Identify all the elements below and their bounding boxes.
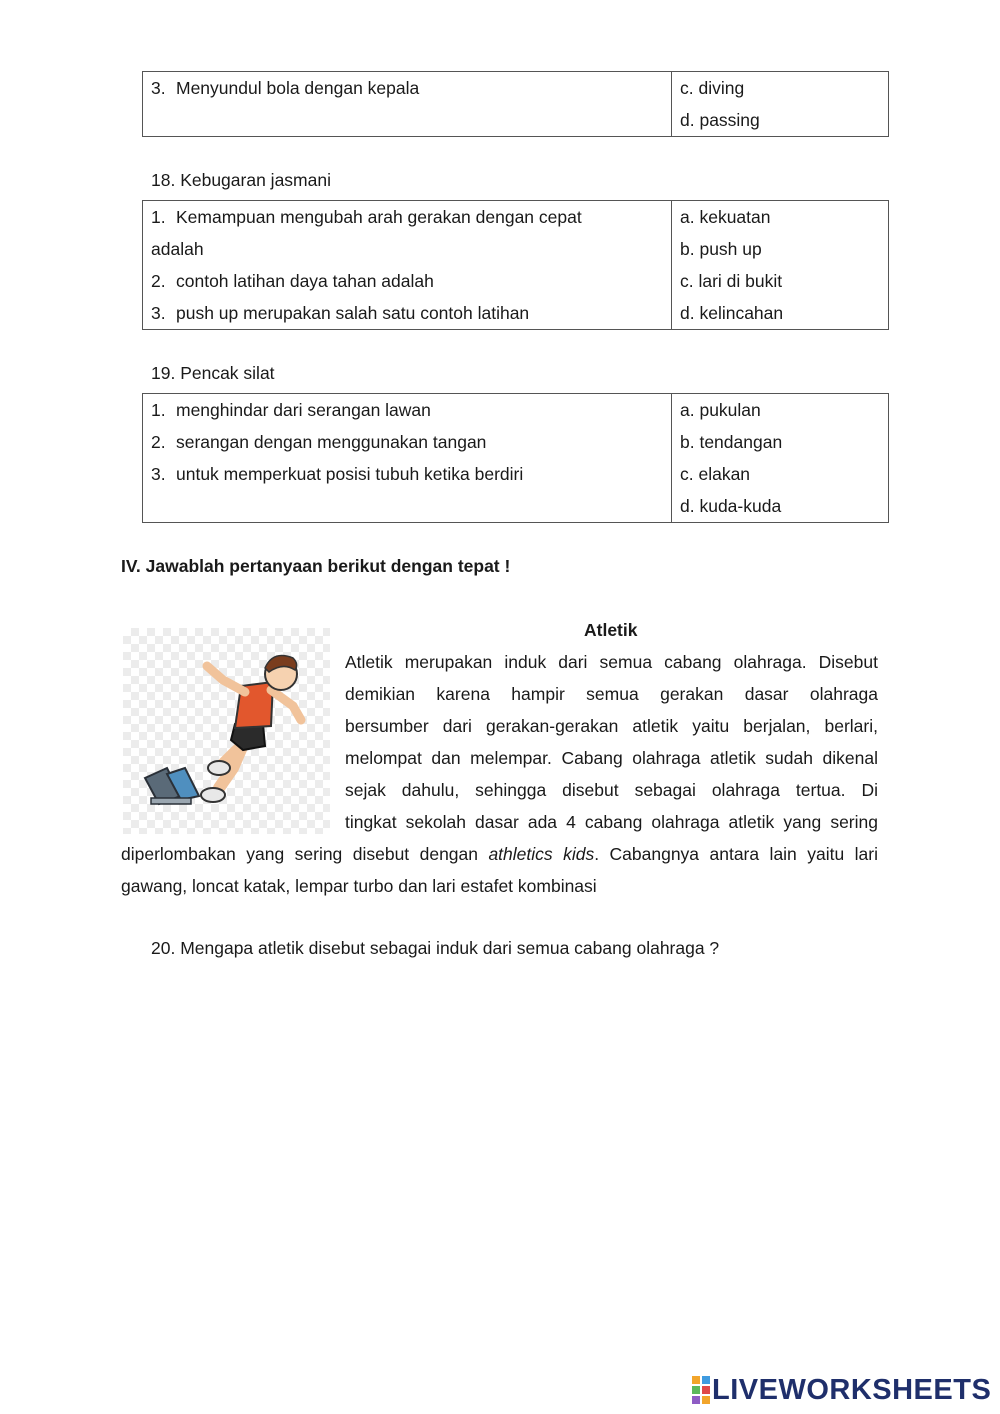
option-item: a. kekuatan: [680, 207, 771, 227]
option-item: c. diving: [680, 78, 745, 98]
option-item: d. passing: [680, 110, 760, 130]
option-item: c. lari di bukit: [680, 271, 783, 291]
statement-item: 1. Kemampuan mengubah arah gerakan dengan cepat: [151, 207, 582, 227]
athletics-kids-term: athletics kids: [488, 844, 595, 864]
reading-full-lines: [121, 838, 878, 902]
option-item: b. push up: [680, 239, 762, 259]
q19-heading: 19. Pencak silat: [151, 363, 275, 383]
statement-item: 2. serangan dengan menggunakan tangan: [151, 432, 487, 452]
reading-line: bersumber dari gerakan-gerakan atletik yaitu berjalan, berlari,: [345, 716, 878, 736]
section-heading: IV. Jawablah pertanyaan berikut dengan tepat !: [121, 556, 511, 576]
statement-item: adalah: [151, 239, 204, 259]
q20-question: 20. Mengapa atletik disebut sebagai induk dari semua cabang olahraga ?: [151, 938, 720, 958]
reading-line: demikian karena hampir semua gerakan dasar olahraga: [345, 684, 878, 704]
reading-line: diperlombakan yang sering disebut dengan athletics kids. Cabangnya antara lain yaitu lari: [121, 844, 878, 864]
statement-item: 2. contoh latihan daya tahan adalah: [151, 271, 434, 291]
statement-item: 1. menghindar dari serangan lawan: [151, 400, 431, 420]
option-item: a. pukulan: [680, 400, 761, 420]
brand-name: LIVEWORKSHEETS: [712, 1373, 992, 1406]
reading-line: gawang, loncat katak, lempar turbo dan lari estafet kombinasi: [121, 876, 597, 896]
q18-options: [672, 201, 889, 330]
q17-options: [672, 72, 889, 137]
q18-matching-table: [142, 200, 889, 330]
option-item: b. tendangan: [680, 432, 783, 452]
q17-statements: [143, 72, 672, 137]
reading-line: sejak dahulu, sehingga disebut sebagai olahraga tertua. Di: [345, 780, 878, 800]
liveworksheets-logo: [692, 1373, 991, 1407]
option-item: c. elakan: [680, 464, 751, 484]
q19-matching-table: [142, 393, 889, 523]
option-item: d. kuda-kuda: [680, 496, 782, 516]
sprinter-illustration: [123, 628, 330, 834]
liveworksheets-logo-icon: [692, 1376, 710, 1404]
statement-item: 3. push up merupakan salah satu contoh latihan: [151, 303, 530, 323]
q18-heading: 18. Kebugaran jasmani: [151, 170, 331, 190]
reading-line: tingkat sekolah dasar ada 4 cabang olahraga atletik yang sering: [345, 812, 878, 832]
reading-line: Atletik merupakan induk dari semua cabang olahraga. Disebut: [345, 652, 878, 672]
statement-item: 3. Menyundul bola dengan kepala: [151, 78, 420, 98]
reading-title: Atletik: [584, 620, 638, 640]
q18-statements: [143, 201, 672, 330]
option-item: d. kelincahan: [680, 303, 784, 323]
reading-wrapped-lines: [345, 646, 878, 838]
q17-matching-table: [142, 71, 889, 137]
reading-line: melompat dan melempar. Cabang olahraga atletik sudah dikenal: [345, 748, 878, 768]
q19-options: [672, 394, 889, 523]
runner-icon: [123, 628, 330, 834]
q19-statements: [143, 394, 672, 523]
statement-item: 3. untuk memperkuat posisi tubuh ketika berdiri: [151, 464, 524, 484]
